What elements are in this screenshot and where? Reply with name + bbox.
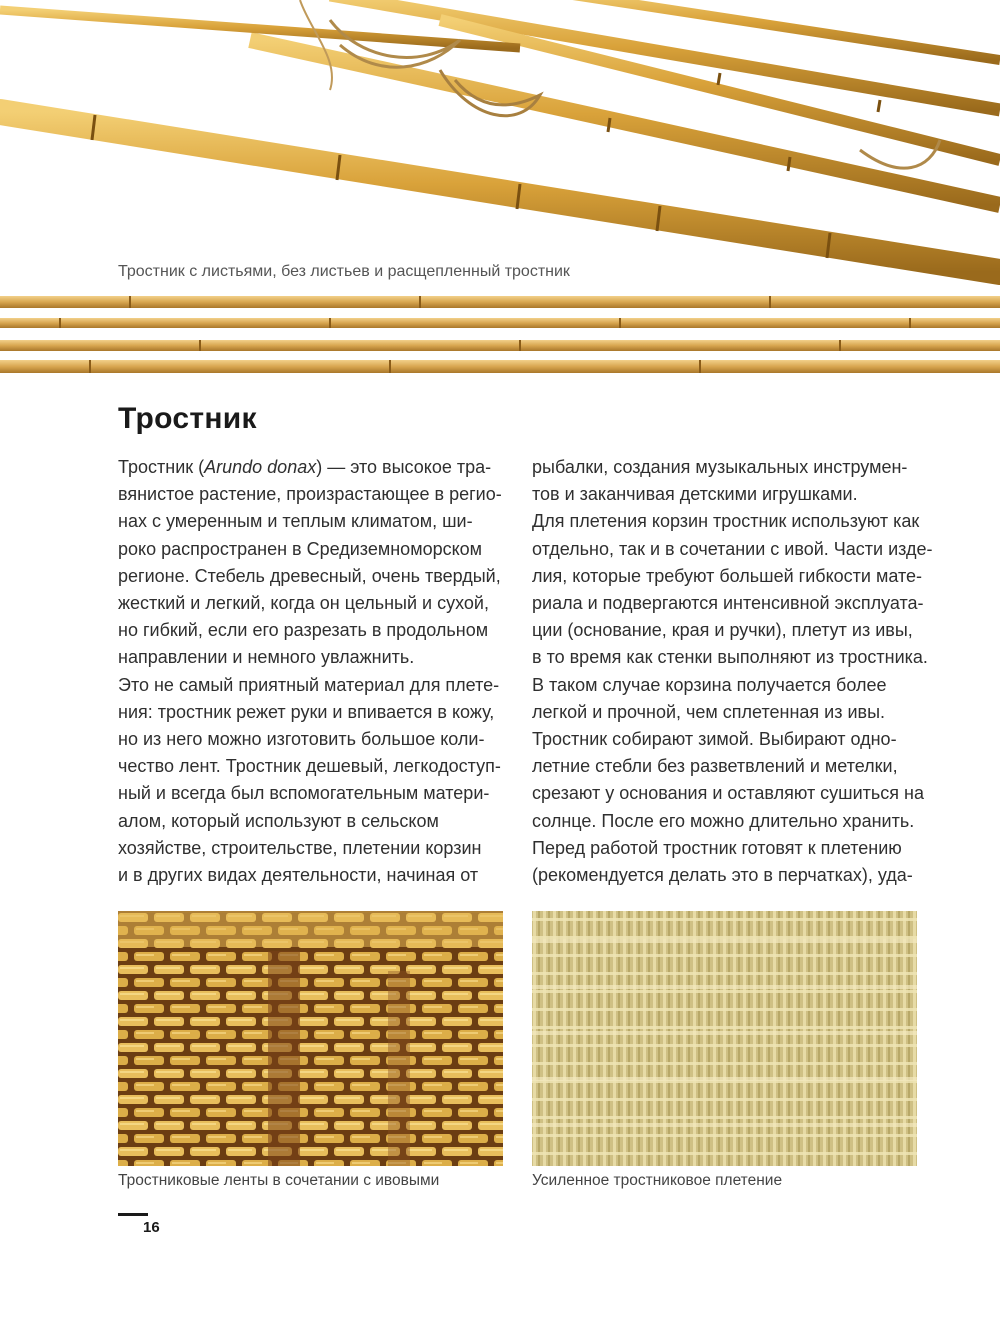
reed-stalks-image: [0, 0, 1000, 390]
text-line: регионе. Стебель древесный, очень твердый,: [118, 565, 501, 586]
text-line: отдельно, так и в сочетании с ивой. Части изде-: [532, 538, 933, 559]
text-line: лия, которые требуют большей гибкости мате-: [532, 565, 923, 586]
reinforced-reed-weave-photo: [532, 911, 917, 1166]
text-column-right: [532, 454, 933, 889]
basket-weave-image: [118, 911, 503, 1166]
reed-willow-basket-photo: [118, 911, 503, 1166]
text-line: Тростник собирают зимой. Выбирают одно-: [532, 729, 897, 750]
text-line: алом, который используют в сельском: [118, 810, 439, 831]
text-line: но из него можно изготовить большое коли-: [118, 729, 485, 750]
page-number: 16: [143, 1219, 160, 1236]
text-line: летние стебли без разветвлений и метелки,: [532, 756, 898, 777]
page-title: Тростник: [118, 402, 257, 435]
text-line: нах с умеренным и теплым климатом, ши-: [118, 511, 473, 532]
hero-caption: Тростник с листьями, без листьев и расщепленный тростник: [118, 262, 574, 282]
text-line: и в других видах деятельности, начиная от: [118, 865, 479, 886]
text-line: В таком случае корзина получается более: [532, 674, 887, 695]
text-line: тов и заканчивая детскими игрушками.: [532, 484, 858, 505]
text-line: направлении и немного увлажнить.: [118, 647, 415, 668]
text-line: хозяйстве, строительстве, плетении корзин: [118, 837, 482, 858]
text-line: ции (основание, края и ручки), плетут из ивы,: [532, 620, 913, 641]
page-number-rule: [118, 1213, 148, 1216]
text-line: роко распространен в Средиземноморском: [118, 538, 483, 559]
left-photo-caption: Тростниковые ленты в сочетании с ивовыми: [118, 1172, 440, 1189]
text-line: ный и всегда был вспомогательным матери-: [118, 783, 490, 804]
text-line: Тростник (Arundo donax) — это высокое тра-: [118, 457, 492, 477]
text-column-left: [118, 454, 503, 889]
latin-name: Arundo donax: [204, 457, 317, 477]
text-line: но гибкий, если его разрезать в продольном: [118, 620, 489, 641]
text-line: срезают у основания и оставляют сушиться на: [532, 783, 925, 804]
text-line: Перед работой тростник готовят к плетению: [532, 837, 902, 858]
text-line: рыбалки, создания музыкальных инструмен-: [532, 457, 908, 477]
text-line: вянистое растение, произрастающее в регио-: [118, 484, 502, 505]
text-line: солнце. После его можно длительно хранить.: [532, 810, 915, 831]
text-line: риала и подвергаются интенсивной эксплуата-: [532, 593, 924, 614]
text-line: (рекомендуется делать это в перчатках), уда-: [532, 865, 913, 886]
text-line: Это не самый приятный материал для плете-: [118, 674, 500, 695]
text-line: Для плетения корзин тростник используют как: [532, 511, 920, 532]
text-line: чество лент. Тростник дешевый, легкодоступ-: [118, 756, 501, 777]
text-line: жесткий и легкий, когда он цельный и сухой,: [118, 593, 489, 614]
right-photo-caption: Усиленное тростниковое плетение: [532, 1172, 783, 1189]
text-line: в то время как стенки выполняют из тростника.: [532, 647, 928, 668]
hero-illustration: [0, 0, 1000, 390]
reed-weave-image: [532, 911, 917, 1166]
text-line: ния: тростник режет руки и впивается в кожу,: [118, 701, 495, 722]
text-line: легкой и прочной, чем сплетенная из ивы.: [532, 701, 886, 722]
